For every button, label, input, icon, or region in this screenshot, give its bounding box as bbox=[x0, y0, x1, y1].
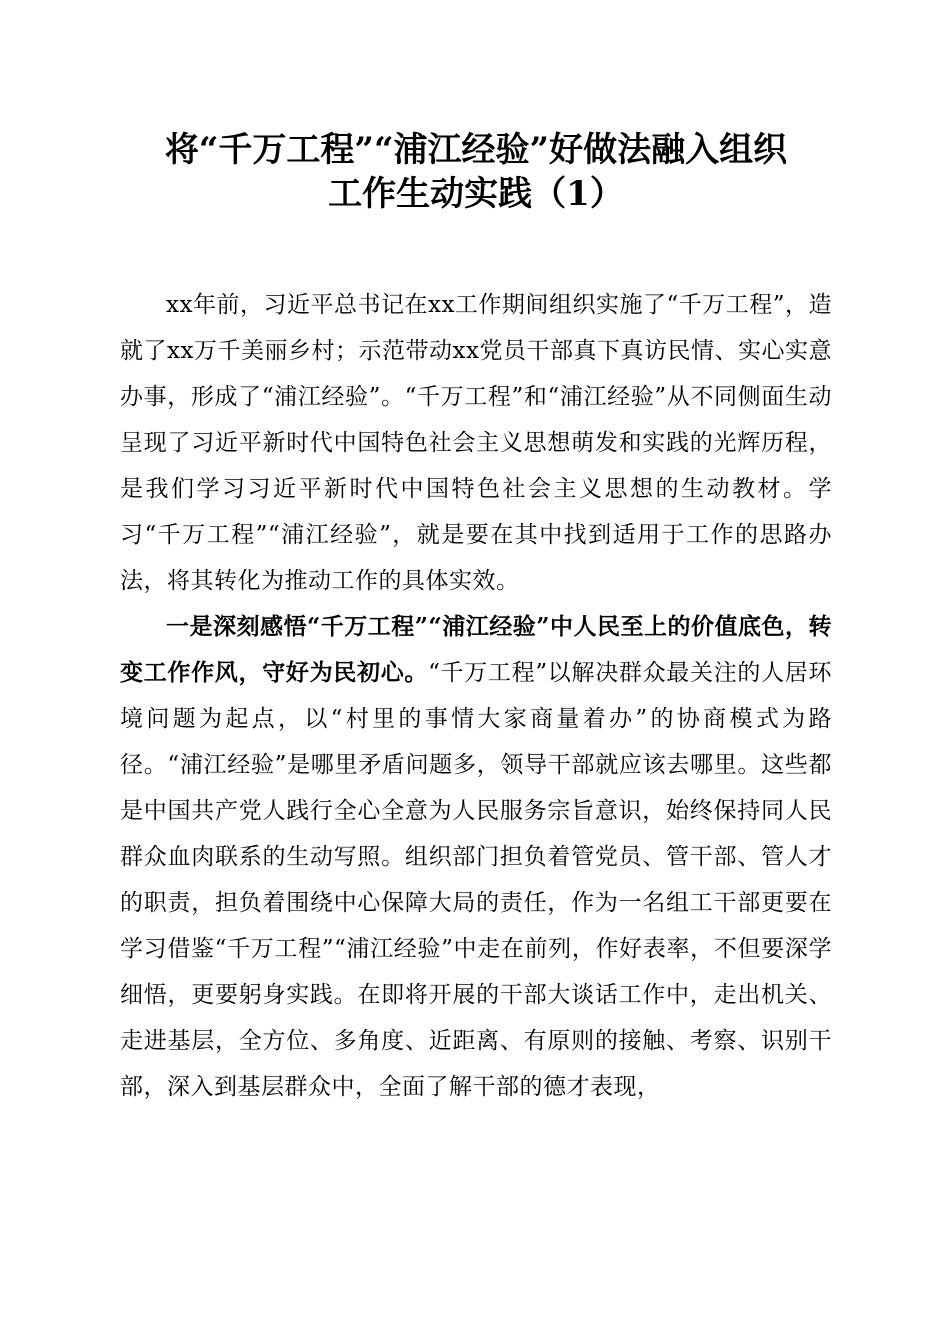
document-page bbox=[120, 128, 832, 1110]
paragraph-point-one bbox=[120, 604, 832, 1110]
paragraph-intro-text: xx年前，习近平总书记在xx工作期间组织实施了“千万工程”，造就了xx万千美丽乡村；示范带动xx党员干部真下真访民情、实心实意办事，形成了“浦江经验”。“千万工程”和“浦江经验”从不同侧面生动呈现了习近平新时代中国特色社会主义思想萌发和实践的光辉历程，是我们学习习近平新时代中国特色社会主义思想的生动教材。学习“千万工程”“浦江经验”，就是要在其中找到适用于工作的思路办法，将其转化为推动工作的具体实效。 bbox=[120, 292, 832, 594]
page-title bbox=[120, 128, 832, 216]
paragraph-point-one-lead: 一是深刻感悟“千万工程”“浦江经验”中人民至上的价值底色，转变工作作风，守好为民初心。 bbox=[120, 613, 832, 686]
paragraph-intro bbox=[120, 282, 832, 604]
title-line-2: 工作生动实践（1） bbox=[328, 174, 624, 214]
title-line-1: 将“千万工程”“浦江经验”好做法融入组织 bbox=[164, 130, 788, 170]
paragraph-point-one-text: “千万工程”以解决群众最关注的人居环境问题为起点，以“村里的事情大家商量着办”的协商模式为路径。“浦江经验”是哪里矛盾问题多，领导干部就应该去哪里。这些都是中国共产党人践行全心全意为人民服务宗旨意识，始终保持同人民群众血肉联系的生动写照。组织部门担负着管党员、管干部、管人才的职责，担负着围绕中心保障大局的责任，作为一名组工干部更要在学习借鉴“千万工程”“浦江经验”中走在前列，作好表率，不但要深学细悟，更要躬身实践。在即将开展的干部大谈话工作中，走出机关、走进基层，全方位、多角度、近距离、有原则的接触、考察、识别干部，深入到基层群众中，全面了解干部的德才表现， bbox=[120, 660, 832, 1100]
document-body bbox=[120, 282, 832, 1110]
